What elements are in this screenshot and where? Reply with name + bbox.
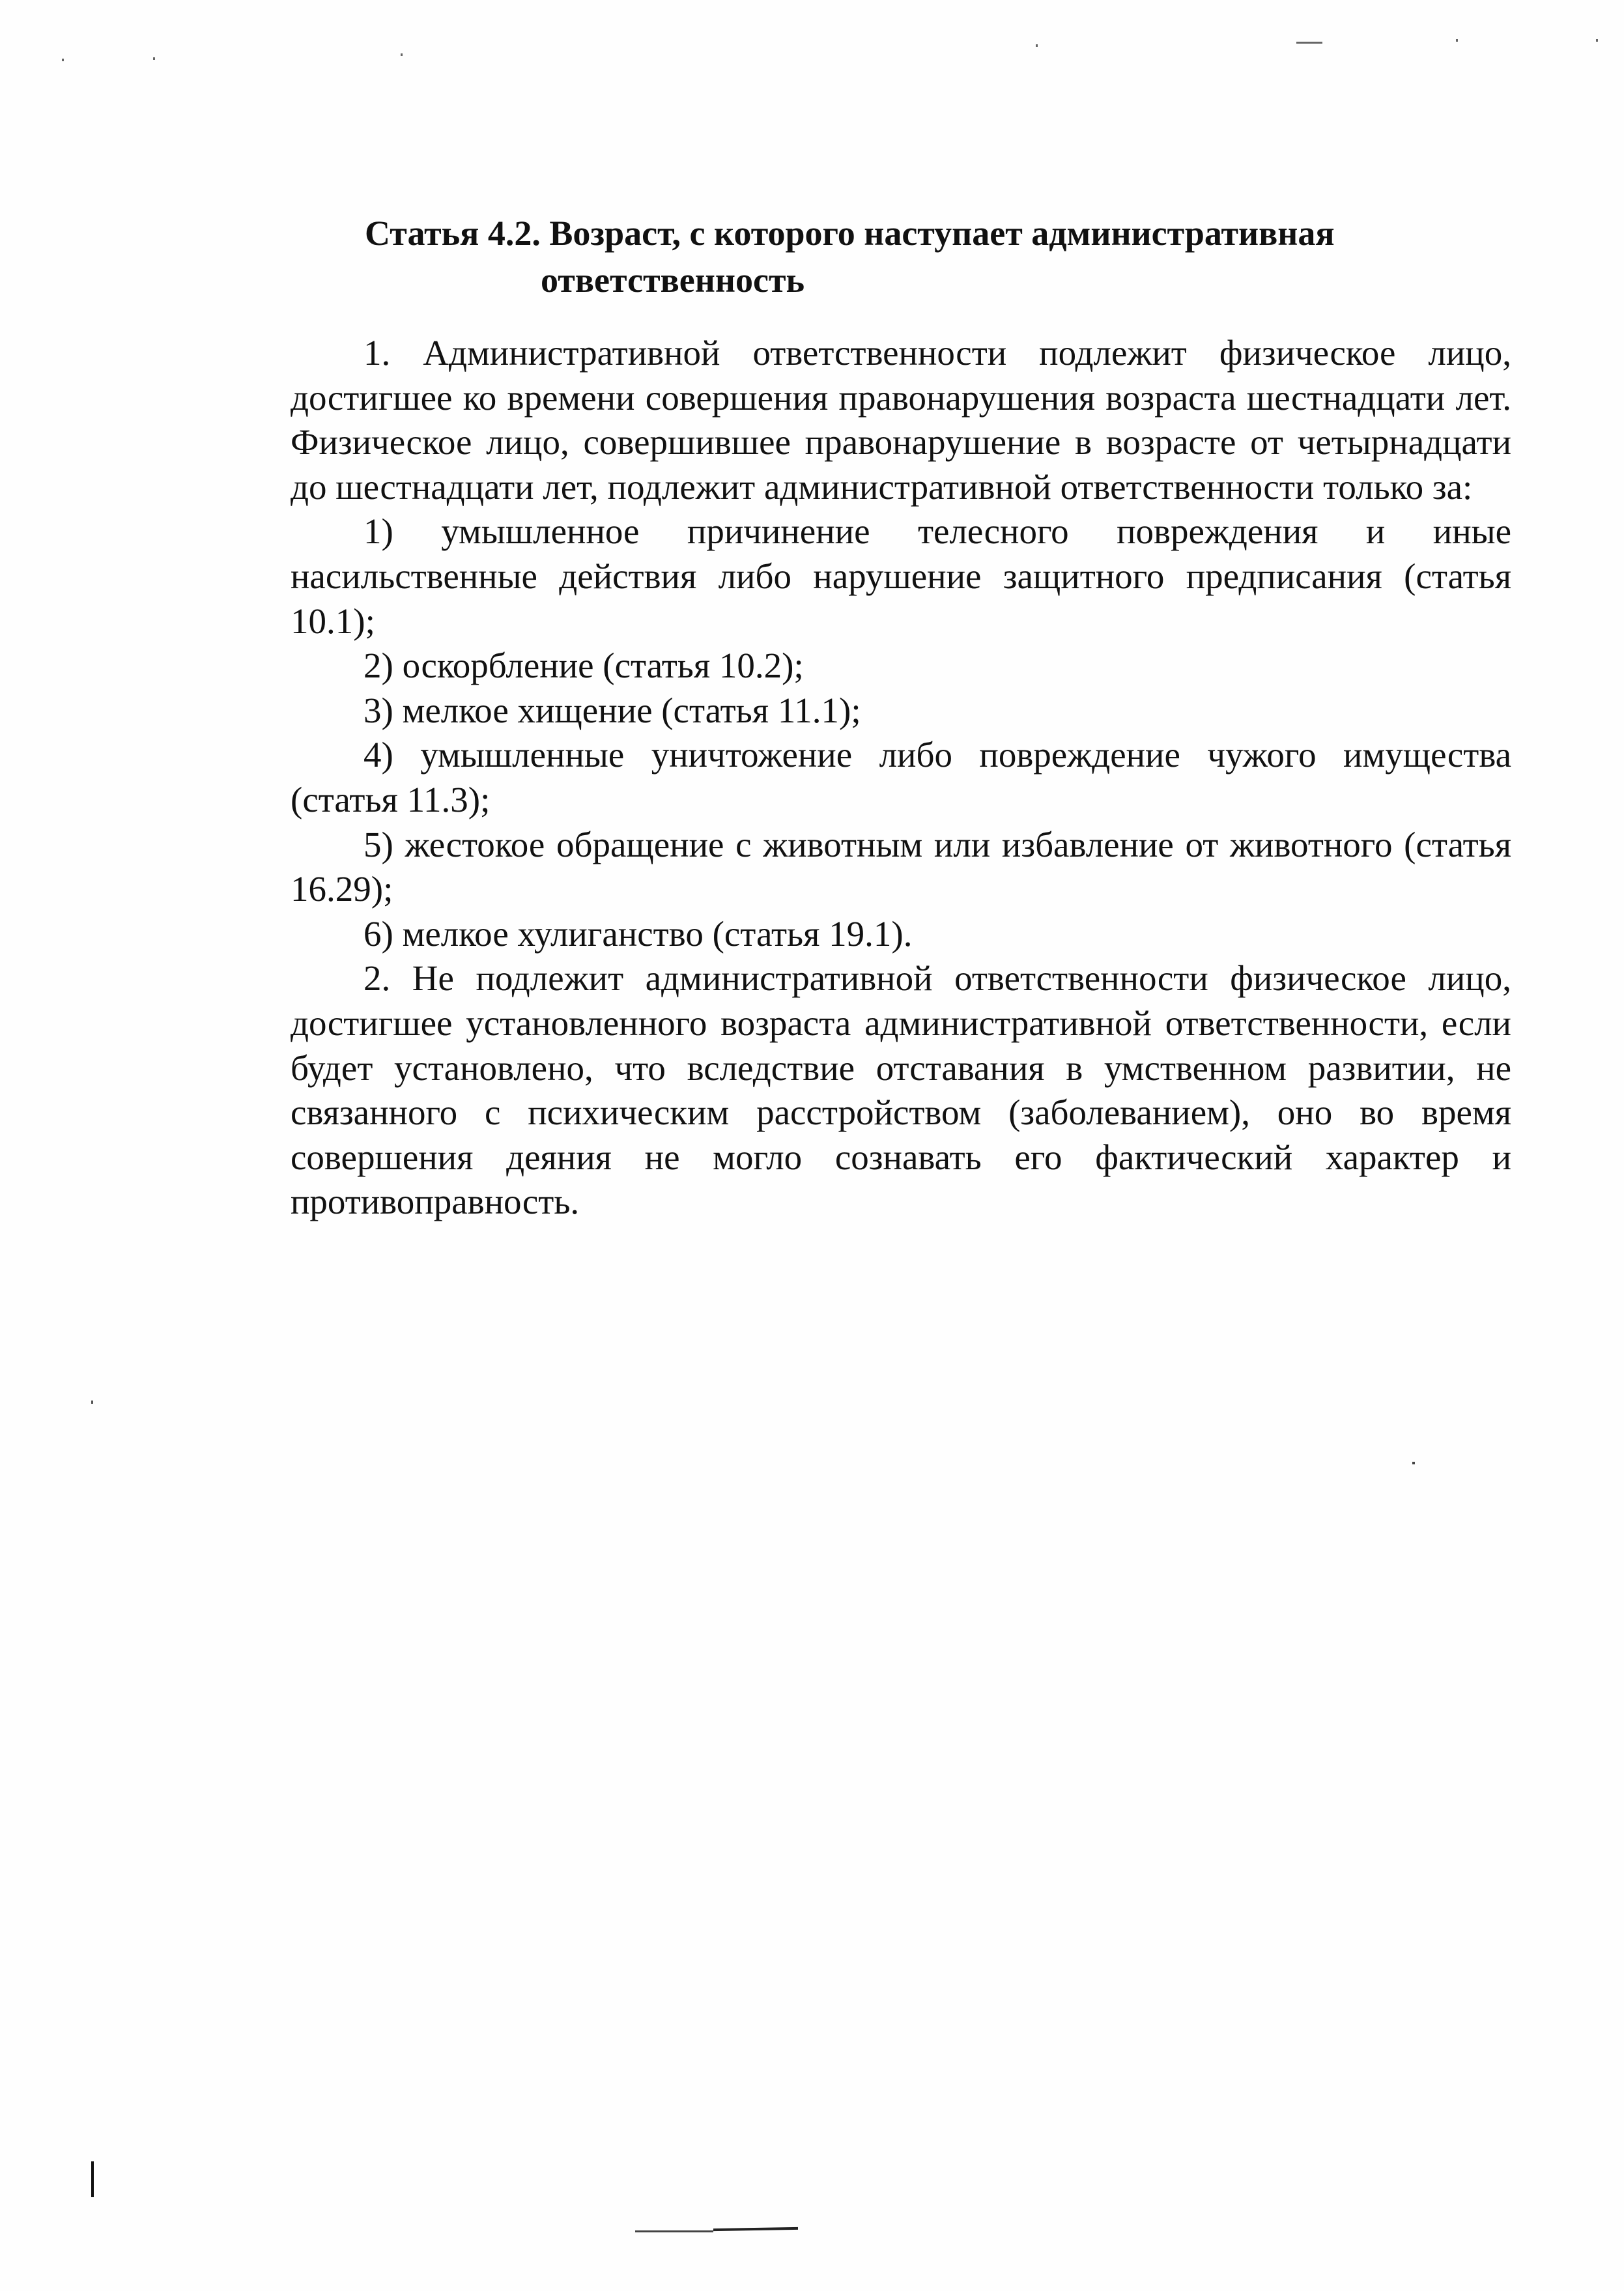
list-item-text: оскорбление (статья 10.2);	[402, 646, 804, 686]
list-item	[291, 823, 1511, 912]
scan-bottom-line	[713, 2227, 798, 2231]
list-item	[291, 509, 1511, 644]
paragraph-2: 2. Не подлежит административной ответственности физическое лицо, достигшее установленного возраста административной ответственности, если будет установлено, что вследствие отставания в умственном развитии, не связанного с психическим расстройством (заболеванием), оно во время совершения деяния не могло сознавать его фактический характер и противоправность.	[291, 958, 1511, 1222]
article-body	[291, 331, 1511, 1225]
scan-speck	[1596, 39, 1598, 42]
scan-speck	[91, 1401, 93, 1404]
list-item-text: умышленные уничтожение либо повреждение чужого имущества (статья 11.3);	[291, 735, 1511, 819]
list-item-number: 5)	[363, 824, 393, 864]
list-item-number: 3)	[363, 690, 393, 730]
scan-speck	[62, 59, 64, 61]
list-item-number: 6)	[363, 913, 393, 954]
article-heading-line2: ответственность	[541, 261, 805, 300]
list-item-number: 4)	[363, 735, 393, 775]
scan-speck	[1412, 1462, 1415, 1464]
list-item	[291, 689, 1511, 733]
scan-speck	[1296, 42, 1322, 44]
scan-bottom-line	[635, 2230, 713, 2232]
article-heading	[365, 210, 1524, 304]
scan-speck	[153, 57, 155, 60]
list-item-text: умышленное причинение телесного повреждения и иные насильственные действия либо нарушение защитного предписания (статья 10.1);	[291, 511, 1512, 641]
list-item-text: мелкое хулиганство (статья 19.1).	[402, 913, 913, 954]
list-item-text: жестокое обращение с животным или избавление от животного (статья 16.29);	[291, 824, 1512, 909]
list-item-number: 1)	[363, 511, 393, 552]
scan-speck	[1456, 39, 1458, 42]
scan-speck	[1036, 44, 1038, 47]
list-item-text: мелкое хищение (статья 11.1);	[402, 690, 861, 730]
scan-margin-mark	[91, 2161, 94, 2197]
list-item	[291, 733, 1511, 822]
list-item	[291, 912, 1511, 957]
article-heading-line1: Статья 4.2. Возраст, с которого наступает административная	[365, 214, 1335, 253]
list-item-number: 2)	[363, 646, 393, 686]
paragraph-1: 1. Административной ответственности подлежит физическое лицо, достигшее ко времени совершения правонарушения возраста шестнадцати лет. Физическое лицо, совершившее правонарушение в возрасте от четырнадцати до шестнадцати лет, подлежит административной ответственности только за:	[291, 333, 1511, 507]
scan-speck	[401, 53, 403, 56]
list-item	[291, 644, 1511, 689]
